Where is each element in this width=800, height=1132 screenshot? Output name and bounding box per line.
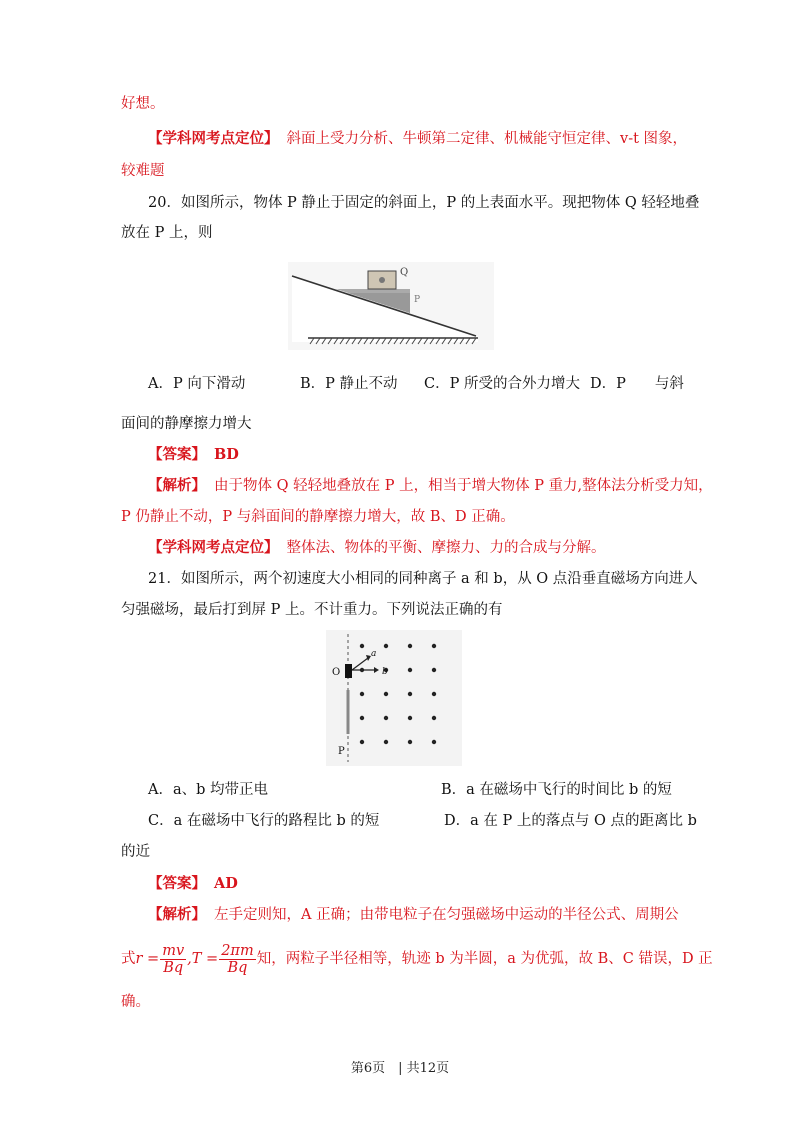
q20-analysis — [148, 476, 713, 496]
label-q: Q — [400, 267, 409, 278]
intro-tail: 好想。 — [121, 96, 165, 112]
field-dot — [408, 740, 412, 744]
field-dot — [408, 668, 412, 672]
q21-formula-line — [121, 942, 713, 976]
kaodian-19-text: 斜面上受力分析、牛顿第二定律、机械能守恒定律、v-t 图象， — [286, 131, 688, 147]
q20-option-c: C．P 所受的合外力增大 — [424, 376, 580, 392]
field-dot — [432, 644, 436, 648]
kaodian-19-line2: 较难题 — [121, 163, 165, 179]
formula-r-den: Bq — [163, 959, 184, 976]
q20-answer-value: BD — [214, 446, 239, 463]
label-p: P — [414, 295, 421, 305]
field-dot — [360, 692, 364, 696]
q21-option-a: A．a、b 均带正电 — [148, 782, 269, 798]
label-a: a — [371, 649, 377, 659]
formula-r-num: mv — [162, 942, 185, 959]
q20-kaodian-text: 整体法、物体的平衡、摩擦力、力的合成与分解。 — [286, 540, 606, 556]
q20-analysis-line1: 由于物体 Q 轻轻地叠放在 P 上，相当于增大物体 P 重力,整体法分析受力知， — [214, 478, 713, 494]
field-dot — [384, 644, 388, 648]
answer-label: 【答案】 — [148, 875, 206, 892]
analysis-label: 【解析】 — [148, 477, 206, 494]
magnetic-field-figure — [326, 630, 462, 766]
field-dot — [432, 668, 436, 672]
field-dot — [360, 716, 364, 720]
q21-option-c: C．a 在磁场中飞行的路程比 b 的短 — [148, 813, 380, 829]
q21-option-d: D．a 在 P 上的落点与 O 点的距离比 b — [444, 813, 697, 829]
q20-stem-line1: 20．如图所示，物体 P 静止于固定的斜面上，P 的上表面水平。现把物体 Q 轻轻地叠 — [148, 195, 700, 211]
answer-label: 【答案】 — [148, 446, 206, 463]
formula-t-num: 2πm — [221, 942, 254, 959]
label-p: P — [338, 746, 345, 757]
field-dot — [384, 716, 388, 720]
q21-answer — [148, 874, 238, 894]
label-b: b — [382, 667, 388, 677]
field-dot — [408, 644, 412, 648]
formula-t-den: Bq — [227, 959, 248, 976]
q20-analysis-line2: P 仍静止不动，P 与斜面间的静摩擦力增大，故 B、D 正确。 — [121, 509, 515, 525]
kaodian-label: 【学科网考点定位】 — [148, 130, 279, 147]
q20-option-d: D．P 与斜 — [590, 376, 684, 392]
field-dot — [360, 740, 364, 744]
field-dot — [408, 692, 412, 696]
q21-stem-line1: 21．如图所示，两个初速度大小相同的同种离子 a 和 b，从 O 点沿垂直磁场方向进人 — [148, 571, 698, 587]
q20-stem-line2: 放在 P 上，则 — [121, 225, 213, 241]
q20-option-b: B．P 静止不动 — [300, 376, 398, 392]
field-dot — [432, 740, 436, 744]
incline-figure — [288, 262, 494, 350]
q21-answer-value: AD — [214, 875, 238, 892]
formula-r-fraction — [160, 943, 186, 976]
field-dot — [432, 692, 436, 696]
q20-answer — [148, 445, 239, 465]
q20-kaodian — [148, 538, 606, 558]
q21-stem-line2: 匀强磁场，最后打到屏 P 上。不计重力。下列说法正确的有 — [121, 602, 503, 618]
formula-r: r = — [135, 951, 160, 967]
field-dot — [432, 716, 436, 720]
field-dot — [408, 716, 412, 720]
formula-prefix: 式 — [121, 951, 136, 967]
field-dot — [384, 692, 388, 696]
q20-option-a: A．P 向下滑动 — [148, 376, 246, 392]
q21-analysis — [148, 905, 679, 925]
q21-analysis-line3: 确。 — [121, 994, 150, 1010]
q21-analysis-line2: 知，两粒子半径相等，轨迹 b 为半圆，a 为优弧，故 B、C 错误，D 正 — [256, 951, 713, 967]
q20-option-d-cont: 面间的静摩擦力增大 — [121, 416, 252, 432]
label-o: O — [332, 667, 341, 678]
source-o — [345, 664, 352, 678]
field-dot — [384, 740, 388, 744]
formula-t-fraction — [219, 943, 256, 976]
field-dot — [360, 644, 364, 648]
kaodian-19 — [148, 129, 687, 149]
page-footer: 第6页 | 共12页 — [350, 1061, 450, 1076]
analysis-label: 【解析】 — [148, 906, 206, 923]
q21-analysis-line1: 左手定则知，A 正确；由带电粒子在匀强磁场中运动的半径公式、周期公 — [214, 907, 679, 923]
q21-option-d-cont: 的近 — [121, 844, 150, 860]
formula-t: ,T = — [187, 951, 219, 967]
q21-option-b: B．a 在磁场中飞行的时间比 b 的短 — [441, 782, 672, 798]
kaodian-label: 【学科网考点定位】 — [148, 539, 279, 556]
